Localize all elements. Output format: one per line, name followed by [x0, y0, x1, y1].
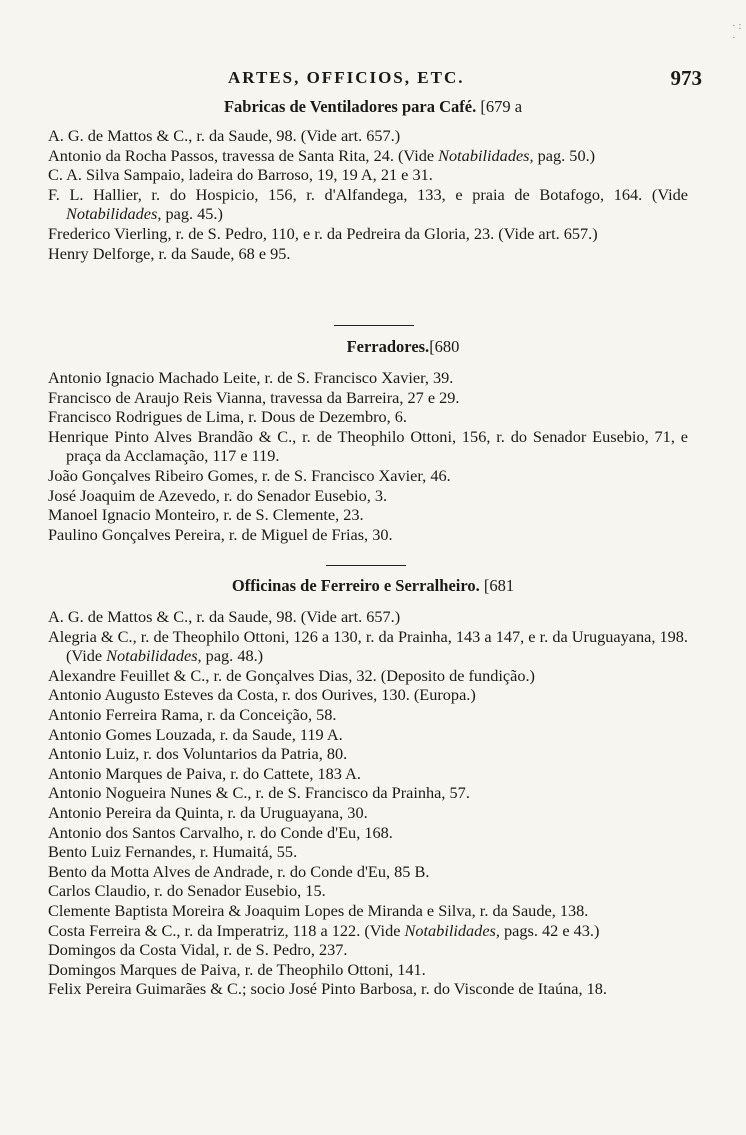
directory-entry [48, 224, 688, 244]
directory-entry [48, 901, 688, 921]
section-divider [326, 565, 406, 566]
entry-text: Clemente Baptista Moreira & Joaquim Lopes de Miranda e Silva, r. da Saude, 138. [48, 900, 589, 920]
directory-entry [48, 388, 688, 408]
directory-entry [48, 244, 688, 264]
entry-text: Manoel Ignacio Monteiro, r. de S. Clemente, 23. [48, 505, 364, 525]
entry-text: Antonio Ferreira Rama, r. da Conceição, 58. [48, 704, 337, 724]
directory-entry [48, 862, 688, 882]
page-number: 973 [670, 66, 702, 90]
entry-text: Antonio dos Santos Carvalho, r. do Conde d'Eu, 168. [48, 822, 393, 842]
directory-entry [48, 368, 688, 388]
directory-entry [48, 803, 688, 823]
section-heading-ventiladores [0, 97, 746, 117]
entry-text: Antonio Ignacio Machado Leite, r. de S. Francisco Xavier, 39. [48, 368, 454, 387]
entry-text: Bento Luiz Fernandes, r. Humaitá, 55. [48, 842, 298, 862]
entry-list-ventiladores [48, 126, 688, 263]
entry-text: Domingos da Costa Vidal, r. de S. Pedro, 237. [48, 940, 348, 960]
directory-entry [48, 705, 688, 725]
section-range: [681 [483, 576, 515, 595]
directory-entry [48, 607, 688, 627]
section-title: Officinas de Ferreiro e Serralheiro. [231, 576, 480, 595]
directory-entry [48, 185, 688, 224]
directory-entry [48, 486, 688, 506]
entry-text: Antonio Augusto Esteves da Costa, r. dos Ourives, 130. (Europa.) [48, 685, 476, 705]
running-title: ARTES, OFFICIOS, ETC. [228, 68, 465, 87]
entry-italic-text: Notabilidades, [66, 204, 162, 224]
directory-entry [48, 466, 688, 486]
directory-entry [48, 764, 688, 784]
entry-text: Alegria & C., r. de Theophilo Ottoni, 126 a 130, r. da Prainha, 143 a 147, e r. da Uruguayana, 198. (Vide [48, 626, 688, 666]
entry-text: Francisco Rodrigues de Lima, r. Dous de Dezembro, 6. [48, 407, 408, 427]
entry-text: Paulino Gonçalves Pereira, r. de Miguel de Frias, 30. [48, 524, 393, 544]
section-heading-ferradores [0, 337, 746, 357]
directory-entry [48, 165, 688, 185]
directory-entry [48, 126, 688, 146]
directory-entry [48, 146, 688, 166]
entry-text: Antonio Luiz, r. dos Voluntarios da Patria, 80. [48, 744, 348, 764]
directory-entry [48, 666, 688, 686]
section-heading-ferreiro [0, 576, 746, 596]
section-range: [680 [429, 337, 460, 356]
section-divider [334, 325, 414, 326]
directory-entry [48, 725, 688, 745]
directory-entry [48, 427, 688, 466]
section-title: Fabricas de Ventiladores para Café. [223, 97, 477, 116]
entry-text: Domingos Marques de Paiva, r. de Theophilo Ottoni, 141. [48, 959, 426, 979]
entry-text: Carlos Claudio, r. do Senador Eusebio, 15. [48, 881, 326, 901]
directory-entry [48, 979, 688, 999]
entry-text: A. G. de Mattos & C., r. da Saude, 98. (Vide art. 657.) [48, 126, 401, 145]
entry-italic-text: Notabilidades, [404, 920, 500, 940]
entry-text: Antonio da Rocha Passos, travessa de Santa Rita, 24. (Vide [48, 145, 439, 165]
entry-text: Henry Delforge, r. da Saude, 68 e 95. [48, 243, 291, 263]
entry-text: José Joaquim de Azevedo, r. do Senador Eusebio, 3. [48, 485, 388, 505]
directory-entry [48, 960, 688, 980]
directory-entry [48, 823, 688, 843]
entry-text: Antonio Nogueira Nunes & C., r. de S. Francisco da Prainha, 57. [48, 783, 470, 803]
section-range: [679 a [480, 97, 523, 116]
entry-text: pag. 50.) [533, 145, 596, 165]
entry-text: pags. 42 e 43.) [499, 920, 600, 940]
entry-text: Bento da Motta Alves de Andrade, r. do Conde d'Eu, 85 B. [48, 861, 430, 881]
directory-entry [48, 627, 688, 666]
entry-text: C. A. Silva Sampaio, ladeira do Barroso, 19, 19 A, 21 e 31. [48, 165, 433, 185]
entry-list-ferreiro [48, 607, 688, 999]
entry-text: Frederico Vierling, r. de S. Pedro, 110, e r. da Pedreira da Gloria, 23. (Vide art. 657.) [48, 223, 598, 243]
directory-entry [48, 881, 688, 901]
directory-entry [48, 407, 688, 427]
entry-italic-text: Notabilidades, [438, 145, 534, 165]
entry-text: Felix Pereira Guimarães & C.; socio José Pinto Barbosa, r. do Visconde de Itaúna, 18. [48, 979, 607, 999]
directory-entry [48, 921, 688, 941]
directory-entry [48, 940, 688, 960]
entry-text: pag. 48.) [201, 646, 264, 666]
entry-text: A. G. de Mattos & C., r. da Saude, 98. (Vide art. 657.) [48, 607, 401, 626]
running-head [0, 68, 746, 94]
entry-italic-text: Notabilidades, [106, 646, 202, 666]
entry-text: Antonio Pereira da Quinta, r. da Uruguayana, 30. [48, 802, 368, 822]
entry-list-ferradores [48, 368, 688, 544]
directory-entry [48, 744, 688, 764]
directory-entry [48, 685, 688, 705]
margin-scan-mark: · : · [732, 20, 742, 44]
entry-text: Francisco de Araujo Reis Vianna, travessa da Barreira, 27 e 29. [48, 387, 460, 407]
section-title: Ferradores. [346, 337, 430, 356]
entry-text: Costa Ferreira & C., r. da Imperatriz, 118 a 122. (Vide [48, 920, 405, 940]
directory-entry [48, 525, 688, 545]
directory-entry [48, 505, 688, 525]
entry-text: Alexandre Feuillet & C., r. de Gonçalves Dias, 32. (Deposito de fundição.) [48, 665, 535, 685]
directory-entry [48, 842, 688, 862]
directory-entry [48, 783, 688, 803]
entry-text: pag. 45.) [161, 204, 223, 224]
entry-text: Henrique Pinto Alves Brandão & C., r. de Theophilo Ottoni, 156, r. do Senador Eusebio, 71, e praça da Acclamação, 117 e 119. [48, 426, 688, 466]
entry-text: Antonio Marques de Paiva, r. do Cattete, 183 A. [48, 763, 361, 783]
entry-text: F. L. Hallier, r. do Hospicio, 156, r. d'Alfandega, 133, e praia de Botafogo, 164. (Vide [48, 184, 688, 204]
entry-text: Antonio Gomes Louzada, r. da Saude, 119 A. [48, 724, 343, 744]
entry-text: João Gonçalves Ribeiro Gomes, r. de S. Francisco Xavier, 46. [48, 465, 451, 485]
